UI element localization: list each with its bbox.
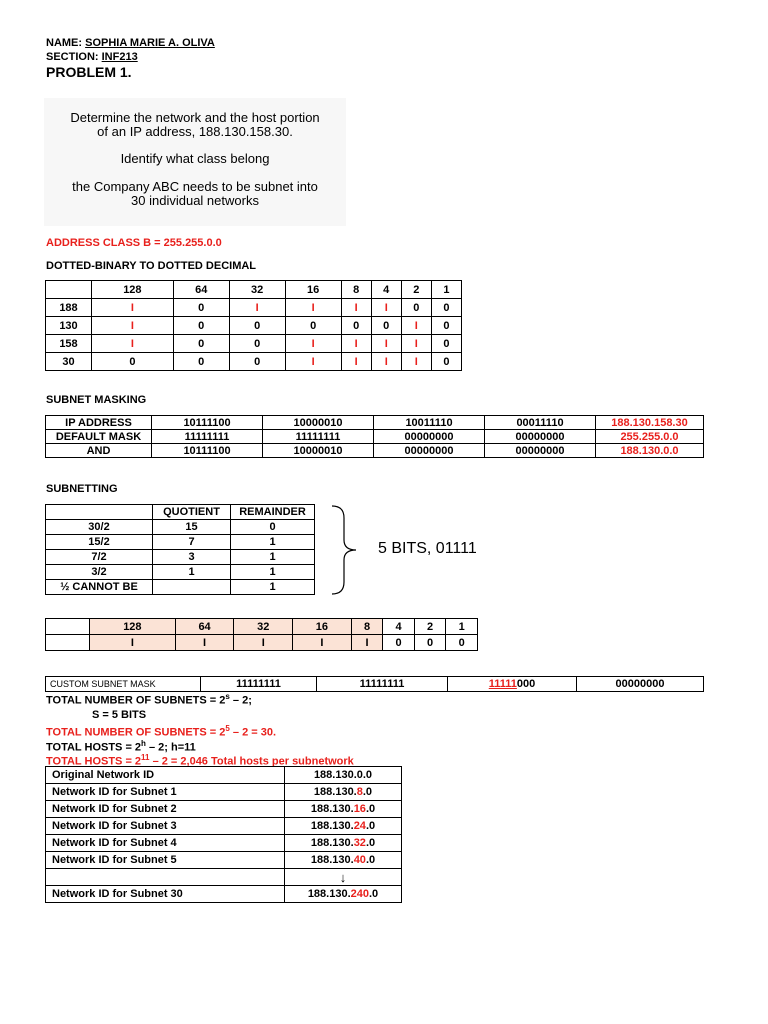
bit-cell: 0 [431,335,461,353]
problem-line-3: Identify what class belong [120,151,270,166]
bit-cell: 0 [229,335,285,353]
network-octet: 32 [353,837,366,849]
bit-cell: I [92,299,174,317]
bit-cell: 0 [401,299,431,317]
header-cell: 2 [414,619,446,635]
header-cell: QUOTIENT [153,505,231,520]
table-row [46,767,402,784]
row-label: 158 [46,335,92,353]
octet-cell [448,677,577,692]
bit-cell: 0 [371,317,401,335]
bit-cell: I [401,335,431,353]
table-row [46,505,315,520]
header-cell [46,619,90,635]
table-row [46,550,315,565]
bit-cell: 0 [431,317,461,335]
table-row [46,535,315,550]
formula-line-2: S = 5 BITS [92,709,147,721]
table-row [46,619,478,635]
header-cell: 8 [341,281,371,299]
remainder-cell: 1 [231,580,315,595]
table-row [46,335,462,353]
division-cell: 7/2 [46,550,153,565]
bit-cell: I [371,299,401,317]
network-id-table [45,766,402,903]
decimal-cell: 188.130.158.30 [596,416,704,430]
name-line [46,37,215,49]
header-cell: 1 [446,619,478,635]
network-label: Network ID for Subnet 2 [46,801,285,818]
header-cell: 16 [285,281,341,299]
header-cell: 4 [383,619,415,635]
network-suffix: .0 [365,854,376,866]
network-suffix: .0 [365,803,376,815]
subnet-masking-heading: SUBNET MASKING [46,394,147,406]
header-cell: 16 [293,619,352,635]
formula-text: TOTAL NUMBER OF SUBNETS = 2 [46,694,226,707]
network-suffix: .0 [365,837,376,849]
formula-sup: h [141,739,146,748]
bit-cell: I [341,335,371,353]
octet-cell: 00000000 [485,444,596,458]
octet-cell: 00000000 [577,677,704,692]
table-row [46,430,704,444]
subnetting-heading: SUBNETTING [46,483,118,495]
network-value [285,886,402,903]
header-cell: REMAINDER [231,505,315,520]
remainder-cell: 1 [231,565,315,580]
network-prefix: 188.130. [310,837,354,849]
header-cell: 64 [173,281,229,299]
bit-cell: 0 [383,635,415,651]
table-row [46,520,315,535]
network-label: Network ID for Subnet 1 [46,784,285,801]
division-cell: 15/2 [46,535,153,550]
header-cell: 128 [90,619,176,635]
bit-cell: 0 [229,317,285,335]
network-value [285,784,402,801]
network-label: Network ID for Subnet 3 [46,818,285,835]
division-cell: 3/2 [46,565,153,580]
network-prefix: 188.130.0.0 [313,769,373,781]
formula-text: TOTAL NUMBER OF SUBNETS = 2 [46,726,226,739]
octet-cell: 10111100 [152,416,263,430]
network-octet: 240 [350,888,369,900]
name-label: NAME: [46,37,86,49]
table-row [46,353,462,371]
down-arrow-icon [285,869,402,886]
section-value: INF213 [101,51,138,63]
bit-cell: I [285,299,341,317]
bit-cell: I [351,635,383,651]
formula-line-4 [46,739,196,754]
bit-cell: 0 [173,353,229,371]
bit-cell: I [234,635,293,651]
octet-cell: 10011110 [374,416,485,430]
host-bits: 000 [516,678,536,690]
header-cell: 32 [234,619,293,635]
octet-cell: 11111111 [317,677,448,692]
octet-cell: 00000000 [374,444,485,458]
bit-cell: 0 [414,635,446,651]
network-suffix: .0 [365,820,376,832]
bit-cell: I [371,335,401,353]
right-brace-icon [330,504,370,596]
network-label: Network ID for Subnet 30 [46,886,285,903]
row-label: DEFAULT MASK [46,430,152,444]
binary-table [45,280,462,371]
network-octet: 40 [353,854,366,866]
bit-cell: I [175,635,234,651]
table-row [46,565,315,580]
quotient-cell [153,580,231,595]
custom-mask-table [45,676,704,692]
network-suffix: .0 [362,786,373,798]
quotient-cell: 1 [153,565,231,580]
header-cell: 8 [351,619,383,635]
binary-table-header [46,281,462,299]
network-value [285,852,402,869]
table-row [46,580,315,595]
section-label: SECTION: [46,51,102,63]
formula-sup: 5 [225,724,230,733]
network-prefix: 188.130. [310,803,354,815]
octet-cell: 00000000 [485,430,596,444]
network-prefix: 188.130. [310,854,354,866]
table-row [46,677,704,692]
problem-line-5: 30 individual networks [131,193,259,208]
address-class: ADDRESS CLASS B = 255.255.0.0 [46,237,222,249]
network-suffix: .0 [369,888,379,900]
formula-text: – 2; [229,694,252,707]
bits-label: 5 BITS, 01111 [378,540,477,557]
table-row [46,818,402,835]
decimal-cell: 255.255.0.0 [596,430,704,444]
binary-heading: DOTTED-BINARY TO DOTTED DECIMAL [46,260,257,272]
problem-statement-box [44,98,346,226]
bit-cell: 0 [229,353,285,371]
header-cell: 2 [401,281,431,299]
bit-cell: I [341,299,371,317]
bit-cell: I [92,317,174,335]
network-value [285,801,402,818]
bit-cell: I [401,353,431,371]
table-row [46,869,402,886]
header-cell [46,281,92,299]
remainder-cell: 0 [231,520,315,535]
bit-cell: I [401,317,431,335]
quotient-cell: 3 [153,550,231,565]
table-row [46,444,704,458]
network-octet: 16 [353,803,366,815]
bit-cell: 0 [173,299,229,317]
table-row [46,835,402,852]
octet-cell: 00000000 [374,430,485,444]
network-octet: 8 [356,786,363,798]
table-row [46,784,402,801]
formula-text: – 2; h=11 [145,741,196,754]
bit-cell: I [285,353,341,371]
header-cell [46,505,153,520]
problem-line-2: of an IP address, 188.130.158.30. [97,124,293,139]
bit-cell: 0 [173,317,229,335]
octet-cell: 10000010 [263,444,374,458]
network-prefix: 188.130. [307,888,351,900]
bit-cell: 0 [446,635,478,651]
octet-cell: 11111111 [201,677,317,692]
network-label [46,869,285,886]
octet-cell: 10111100 [152,444,263,458]
row-label: 30 [46,353,92,371]
bits-table [45,618,478,651]
bit-cell: 0 [173,335,229,353]
custom-mask-label: CUSTOM SUBNET MASK [46,677,201,692]
formula-text: TOTAL HOSTS = 2 [46,741,142,754]
header-cell: 128 [92,281,174,299]
bit-cell: 0 [92,353,174,371]
row-label: IP ADDRESS [46,416,152,430]
bit-cell: I [341,353,371,371]
mask-table [45,415,704,458]
network-label: Network ID for Subnet 4 [46,835,285,852]
octet-cell: 11111111 [263,430,374,444]
table-row [46,801,402,818]
bit-cell: I [285,335,341,353]
table-row [46,886,402,903]
bit-cell: I [229,299,285,317]
subnet-bits: 11111 [488,678,517,690]
table-row [46,635,478,651]
bit-cell: 0 [285,317,341,335]
header-cell: 32 [229,281,285,299]
decimal-cell: 188.130.0.0 [596,444,704,458]
network-label: Original Network ID [46,767,285,784]
octet-cell: 10000010 [263,416,374,430]
formula-text: TOTAL HOSTS = 2 [46,755,142,768]
bit-cell: I [90,635,176,651]
bit-cell [46,635,90,651]
header-cell: 64 [175,619,234,635]
name-value: SOPHIA MARIE A. OLIVA [85,37,215,49]
table-row [46,416,704,430]
formula-sup: s [225,692,230,701]
remainder-cell: 1 [231,550,315,565]
octet-cell: 00011110 [485,416,596,430]
network-value [285,818,402,835]
network-value [285,767,402,784]
formula-text: – 2 = 30. [229,726,277,739]
network-prefix: 188.130. [310,820,354,832]
row-label: 188 [46,299,92,317]
division-cell: 30/2 [46,520,153,535]
row-label: 130 [46,317,92,335]
problem-line-1: Determine the network and the host portion [70,110,320,125]
bit-cell: I [371,353,401,371]
formula-text: – 2 = 2,046 Total hosts per subnetwork [149,755,354,768]
quotient-cell: 7 [153,535,231,550]
bit-cell: 0 [431,353,461,371]
table-row [46,299,462,317]
table-row [46,852,402,869]
division-table [45,504,315,595]
octet-cell: 11111111 [152,430,263,444]
quotient-cell: 15 [153,520,231,535]
bit-cell: 0 [431,299,461,317]
formula-sup: 11 [141,753,150,762]
network-value [285,835,402,852]
header-cell: 4 [371,281,401,299]
problem-line-4: the Company ABC needs to be subnet into [72,179,318,194]
network-prefix: 188.130. [313,786,357,798]
bit-cell: 0 [341,317,371,335]
network-label: Network ID for Subnet 5 [46,852,285,869]
bit-cell: I [92,335,174,353]
remainder-cell: 1 [231,535,315,550]
bit-cell: I [293,635,352,651]
table-row [46,317,462,335]
formula-line-3 [46,724,276,739]
problem-title: PROBLEM 1. [46,64,132,80]
header-cell: 1 [431,281,461,299]
section-line [46,51,138,63]
formula-line-1 [46,692,252,707]
division-cell: ½ CANNOT BE [46,580,153,595]
arrow-glyph: ↓ [339,869,347,885]
network-octet: 24 [353,820,366,832]
row-label: AND [46,444,152,458]
